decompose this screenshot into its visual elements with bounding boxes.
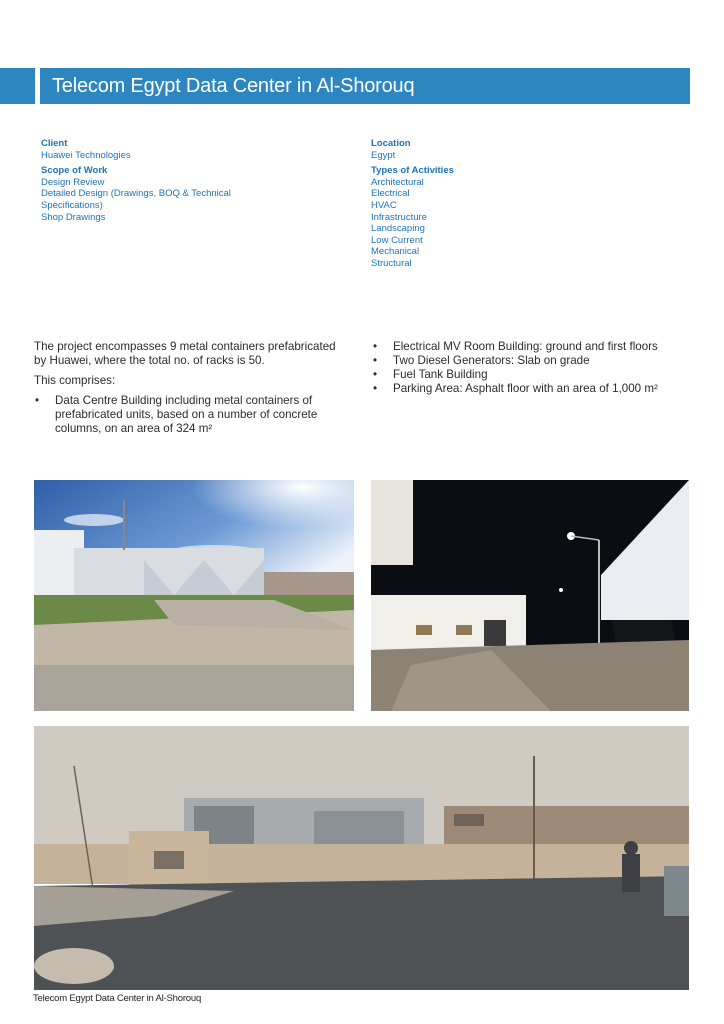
- activity-item: Low Current: [371, 234, 423, 246]
- bullet-item: • Two Diesel Generators: Slab on grade: [372, 354, 692, 368]
- photo-site-entrance: [34, 726, 689, 990]
- activity-item: HVAC: [371, 199, 397, 211]
- location-value: Egypt: [371, 149, 396, 161]
- photo-night-site: [371, 480, 689, 711]
- bullet-item: • Electrical MV Room Building: ground and first floors: [372, 340, 692, 354]
- scope-item: Shop Drawings: [41, 211, 106, 223]
- photo-caption: Telecom Egypt Data Center in Al-Shorouq: [33, 993, 202, 1004]
- activity-item: Infrastructure: [371, 211, 427, 223]
- page-title: Telecom Egypt Data Center in Al-Shorouq: [40, 68, 690, 104]
- header-accent-block: [0, 68, 35, 104]
- activity-item: Architectural: [371, 176, 424, 188]
- activity-item: Mechanical: [371, 246, 420, 258]
- activities-label: Types of Activities: [371, 165, 454, 177]
- meta-left-column: [41, 138, 341, 223]
- scope-label: Scope of Work: [41, 165, 108, 177]
- bullet-item: • Data Centre Building including metal containers of prefabricated units, based on a number of concrete columns, on an area of 324 m²: [34, 394, 346, 436]
- activity-item: Landscaping: [371, 223, 425, 235]
- client-value: Huawei Technologies: [41, 149, 131, 161]
- activity-item: Electrical: [371, 188, 410, 200]
- scope-item: Detailed Design (Drawings, BOQ & Technical: [41, 188, 231, 200]
- description-right: [372, 340, 692, 396]
- bullet-item: • Parking Area: Asphalt floor with an area of 1,000 m²: [372, 382, 692, 396]
- intro-paragraph: The project encompasses 9 metal containers prefabricated by Huawei, where the total no. of racks is 50.: [34, 340, 336, 367]
- location-label: Location: [371, 138, 411, 149]
- scope-item: Specifications): [41, 199, 103, 211]
- photo-daytime-building: [34, 480, 354, 711]
- right-bullet-list: [372, 340, 692, 396]
- meta-right-column: [371, 138, 671, 270]
- left-bullet-list: [34, 394, 346, 436]
- scope-item: Design Review: [41, 176, 105, 188]
- activity-item: Structural: [371, 257, 412, 269]
- comprises-paragraph: This comprises:: [34, 374, 116, 387]
- bullet-item: • Fuel Tank Building: [372, 368, 692, 382]
- description-left: [34, 340, 346, 436]
- client-label: Client: [41, 138, 68, 149]
